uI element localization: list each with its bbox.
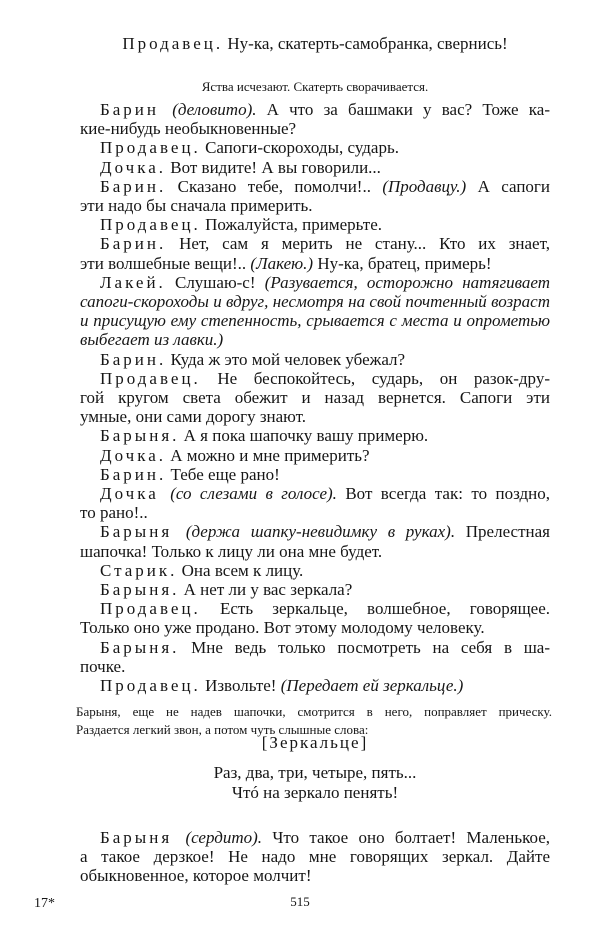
- speaker: Барин.: [100, 349, 167, 369]
- speech-text: кие-нибудь необыкновенные?: [80, 119, 297, 139]
- dialogue-block: [80, 100, 550, 695]
- text-line: [80, 484, 550, 503]
- speech-text: гой кругом света обежит и назад вернется. Сапоги эти: [80, 388, 550, 408]
- stage-remark: и присущую ему степенность, срывается с места и опрометью: [80, 311, 550, 331]
- text-line: [80, 273, 550, 292]
- text-line: [80, 100, 550, 119]
- mirror-verse: [80, 733, 550, 803]
- verse-line: Чтó на зеркало пенять!: [231, 783, 399, 802]
- title-line: [80, 34, 550, 53]
- speech-text: А нет ли у вас зеркала?: [179, 580, 353, 600]
- text-line: [80, 676, 550, 695]
- speaker: Продавец.: [100, 215, 201, 235]
- speaker: Старик.: [100, 560, 178, 580]
- page-number: 515: [290, 894, 310, 909]
- stage-remark: (сердито).: [185, 828, 263, 847]
- speaker: Дочка.: [100, 157, 167, 177]
- speaker: Продавец.: [100, 138, 201, 158]
- speech-text: то рано!..: [80, 503, 148, 523]
- text-line: [80, 234, 550, 253]
- text-line: [80, 847, 550, 866]
- stage-direction: Яства исчезают. Скатерть сворачивается.: [201, 79, 429, 94]
- text-line: [80, 158, 550, 177]
- text-line: [80, 657, 550, 676]
- text-line: [80, 542, 550, 561]
- text-line: [80, 465, 550, 484]
- speech-text: а такое дерзкое! Не надо мне говорящих зеркал. Дайте: [80, 847, 550, 867]
- text-line: [80, 119, 550, 138]
- text-line: [80, 196, 550, 215]
- text-line: [80, 177, 550, 196]
- text-line: [80, 580, 550, 599]
- speech-text: эти волшебные вещи!..: [80, 253, 251, 273]
- text-line: [80, 599, 550, 618]
- text-line: [80, 503, 550, 522]
- text-line: [80, 369, 550, 388]
- text-line: [80, 138, 550, 157]
- text-line: [80, 866, 550, 885]
- speech-text: почке.: [80, 656, 126, 676]
- speech-text: А я пока шапочку вашу примерю.: [179, 426, 429, 446]
- text-line: [80, 828, 550, 847]
- stage-direction-line: Раздается легкий звон, а потом чуть слышные слова:: [76, 722, 369, 737]
- text-line: [80, 388, 550, 407]
- mirror-speaker: [Зеркальце]: [261, 733, 369, 752]
- speaker: Барин.: [100, 464, 167, 484]
- speech-text: Слушаю-с!: [165, 272, 265, 292]
- speaker: Дочка: [100, 484, 171, 504]
- speech-text: Нет, сам я мерить не стану... Кто их знает,: [166, 234, 550, 254]
- speech-text: Мне ведь только посмотреть на себя в ша-: [179, 637, 550, 657]
- speaker: Барин.: [100, 176, 167, 196]
- speech-text: Она всем к лицу.: [177, 560, 304, 580]
- speech-text: Сказано тебе, помолчи!..: [166, 176, 383, 196]
- speech-text: Вот всегда так: то поздно,: [336, 484, 550, 504]
- speech-text: Куда ж это мой человек убежал?: [166, 349, 406, 369]
- text-line: [80, 446, 550, 465]
- stage-remark: (держа шапку-невидимку в руках).: [185, 522, 456, 542]
- speaker: Лакей.: [100, 272, 166, 292]
- stage-remark: выбегает из лавки.): [80, 330, 224, 350]
- speaker: Барыня: [100, 522, 186, 542]
- speaker: Барыня.: [100, 637, 180, 657]
- speaker: Продавец.: [122, 34, 224, 53]
- speech-text: Извольте!: [200, 676, 281, 696]
- speaker: Продавец.: [100, 368, 201, 388]
- speech-text: Только оно уже продано. Вот этому молодому человеку.: [80, 618, 485, 638]
- speaker: Барыня.: [100, 426, 180, 446]
- speech-text: Есть зеркальце, волшебное, говорящее.: [200, 599, 550, 619]
- text-line: [80, 330, 550, 349]
- text-line: [80, 618, 550, 637]
- signature-mark: 17*: [34, 896, 55, 911]
- stage-remark: (со слезами в голосе).: [170, 484, 337, 504]
- speech-text: А можно и мне примерить?: [166, 445, 370, 465]
- speech-text: Ну-ка, скатерть-самобранка, свернись!: [223, 34, 508, 53]
- stage-remark: сапоги-скороходы и вдруг, несмотря на свой почтенный возраст: [80, 292, 550, 312]
- speech-text: Вот видите! А вы говорили...: [166, 157, 381, 177]
- speaker: Дочка.: [100, 445, 167, 465]
- text-line: [80, 215, 550, 234]
- speaker: Барыня.: [100, 580, 180, 600]
- speech-text: умные, они сами дорогу знают.: [80, 407, 307, 427]
- text-line: [80, 561, 550, 580]
- text-line: [80, 350, 550, 369]
- speech-text: Прелестная: [455, 522, 550, 542]
- text-line: [80, 311, 550, 330]
- speaker: Продавец.: [100, 676, 201, 696]
- stage-remark: (деловито).: [172, 100, 257, 119]
- text-line: [80, 254, 550, 273]
- verse-line: Раз, два, три, четыре, пять...: [213, 763, 417, 782]
- speech-text: Что такое оно болтает! Маленькое,: [262, 828, 551, 847]
- text-line: [80, 638, 550, 657]
- speaker: Продавец.: [100, 599, 201, 619]
- speech-text: А сапоги: [466, 176, 550, 196]
- speech-text: эти надо бы сначала примерить.: [80, 196, 313, 216]
- stage-remark: (Лакею.): [250, 253, 314, 273]
- speaker: Барин: [100, 100, 173, 119]
- speech-text: Тебе еще рано!: [166, 464, 280, 484]
- speech-text: Ну-ка, братец, примерь!: [313, 253, 492, 273]
- speaker: Барыня: [100, 828, 186, 847]
- text-line: [80, 522, 550, 541]
- text-line: [80, 407, 550, 426]
- speech-text: Пожалуйста, примерьте.: [200, 215, 382, 235]
- speech-text: шапочка! Только к лицу ли она мне будет.: [80, 541, 383, 561]
- text-line: [80, 292, 550, 311]
- speech-text: Сапоги-скороходы, сударь.: [200, 138, 399, 158]
- stage-remark: (Разувается, осторожно натягивает: [264, 272, 551, 292]
- speech-text: Не беспокойтесь, сударь, он разок-дру-: [200, 368, 550, 388]
- stage-remark: (Передает ей зеркальце.): [280, 676, 464, 696]
- speech-text: А что за башмаки у вас? Тоже ка-: [256, 100, 550, 119]
- final-dialogue: [80, 828, 550, 886]
- stage-direction-line: Барыня, еще не надев шапочки, смотрится в него, поправляет прическу.: [76, 704, 552, 719]
- stage-remark: (Продавцу.): [382, 176, 467, 196]
- speech-text: обыкновенное, которое молчит!: [80, 866, 312, 886]
- speaker: Барин.: [100, 234, 167, 254]
- text-line: [80, 426, 550, 445]
